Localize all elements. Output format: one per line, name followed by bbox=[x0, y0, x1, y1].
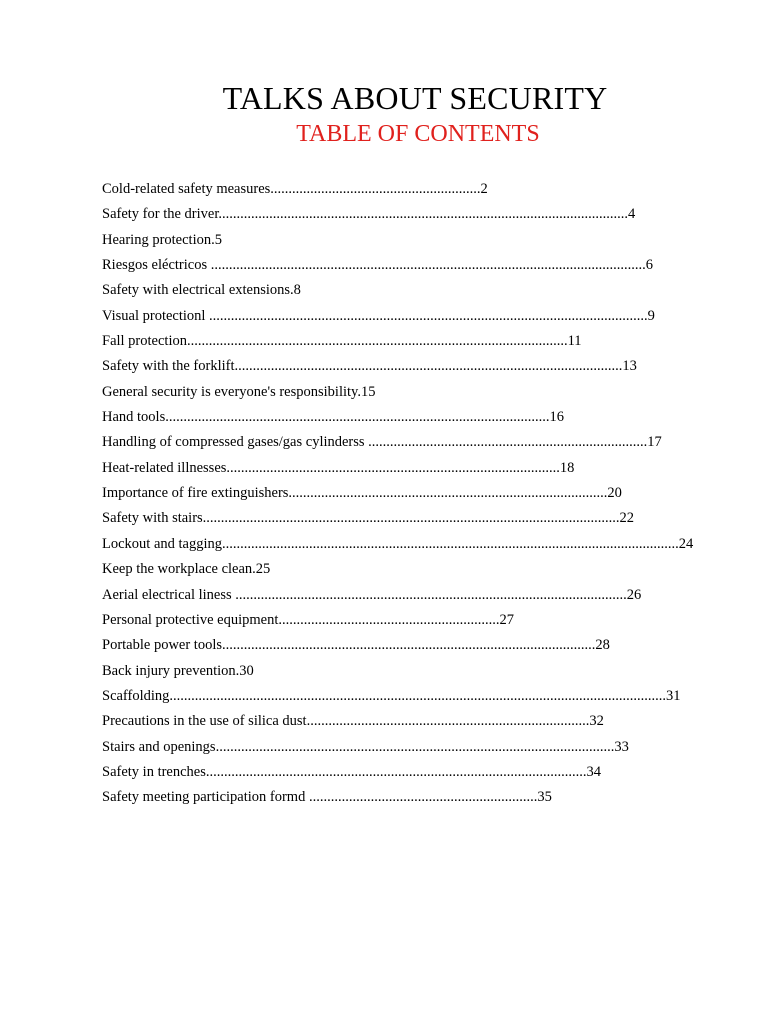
toc-entry: Importance of fire extinguishers........................................................................................20 bbox=[102, 485, 622, 502]
toc-entry: Portable power tools.......................................................................................................28 bbox=[102, 637, 610, 654]
toc-entry: Handling of compressed gases/gas cylinderss .............................................................................17 bbox=[102, 434, 662, 451]
toc-entry: Safety for the driver.................................................................................................................4 bbox=[102, 206, 636, 223]
toc-entry: Safety with electrical extensions.8 bbox=[102, 282, 301, 299]
document-title: TALKS ABOUT SECURITY bbox=[222, 80, 608, 116]
toc-entry: Riesgos eléctricos ........................................................................................................................6 bbox=[102, 257, 653, 274]
table-of-contents bbox=[102, 177, 768, 811]
toc-entry: Aerial electrical liness ............................................................................................................26 bbox=[102, 586, 642, 603]
toc-entry: Hand tools..........................................................................................................16 bbox=[102, 409, 564, 426]
toc-entry: Fall protection.........................................................................................................11 bbox=[102, 333, 582, 350]
toc-entry: Keep the workplace clean.25 bbox=[102, 561, 271, 578]
toc-entry: Stairs and openings..............................................................................................................33 bbox=[102, 738, 629, 755]
toc-entry: Hearing protection.5 bbox=[102, 231, 222, 248]
toc-entry: Back injury prevention.30 bbox=[102, 662, 254, 679]
toc-entry: Safety with the forklift...........................................................................................................13 bbox=[102, 358, 637, 375]
table-of-contents-heading: TABLE OF CONTENTS bbox=[296, 121, 540, 147]
toc-entry: Cold-related safety measures..........................................................2 bbox=[102, 181, 488, 197]
toc-entry: Precautions in the use of silica dust..............................................................................32 bbox=[102, 713, 604, 730]
toc-entry: Heat-related illnesses............................................................................................18 bbox=[102, 459, 575, 476]
toc-entry: Lockout and tagging..............................................................................................................................24 bbox=[102, 535, 694, 552]
toc-entry: Safety meeting participation formd ...............................................................35 bbox=[102, 789, 552, 806]
toc-entry: General security is everyone's responsibility.15 bbox=[102, 383, 376, 400]
toc-entry: Scaffolding.........................................................................................................................................31 bbox=[102, 687, 681, 704]
toc-entry: Personal protective equipment.............................................................27 bbox=[102, 611, 514, 628]
toc-entry: Safety in trenches.........................................................................................................34 bbox=[102, 763, 602, 780]
toc-entry: Safety with stairs...................................................................................................................22 bbox=[102, 510, 635, 527]
toc-entry: Visual protectionl .........................................................................................................................9 bbox=[102, 307, 655, 324]
